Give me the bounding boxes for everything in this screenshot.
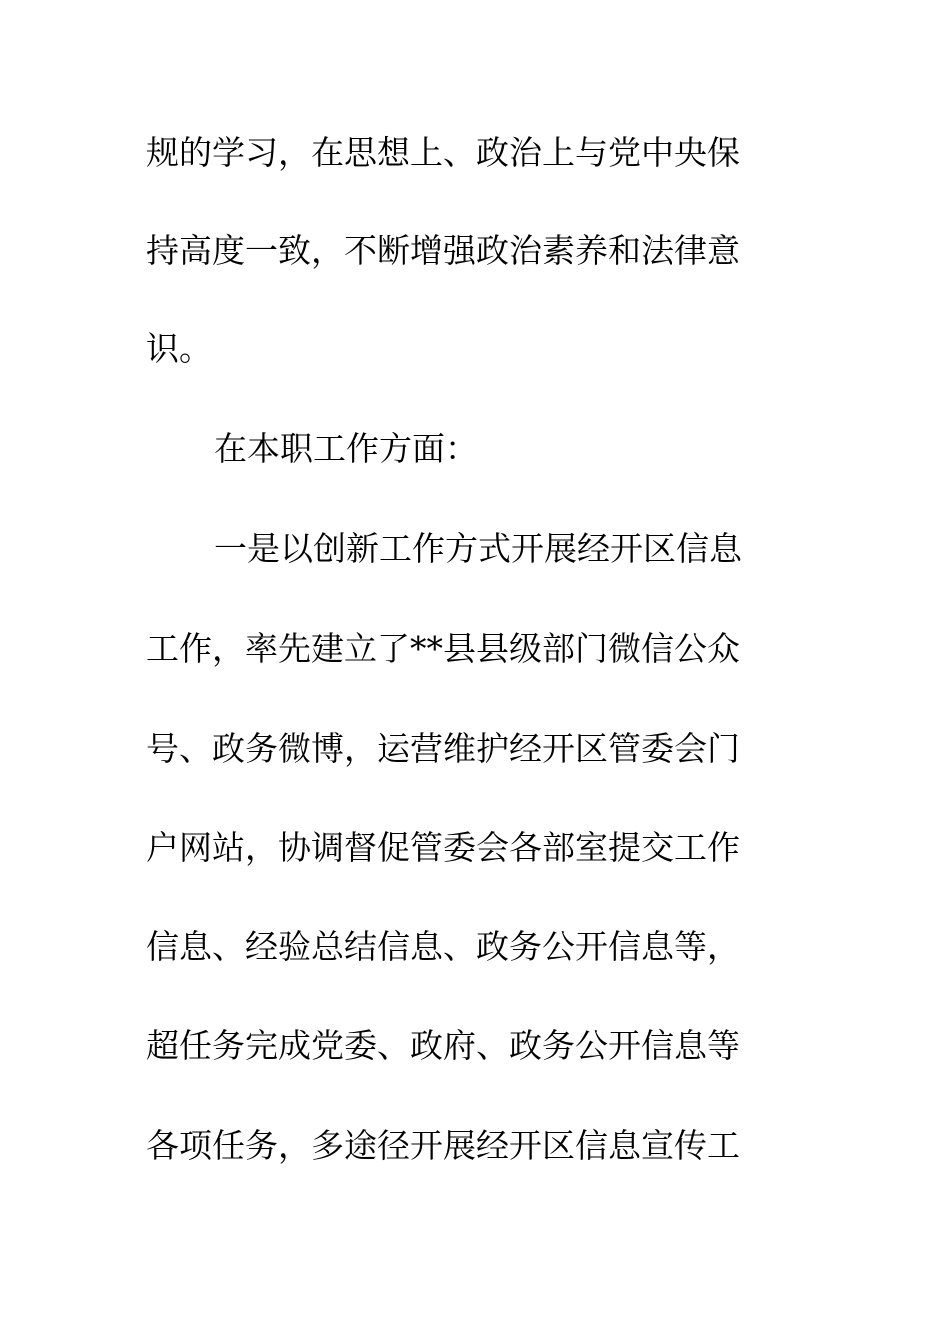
paragraph-start: 一是以创新工作方式开展经开区信息: [214, 529, 742, 568]
text-line-3: 识。: [146, 329, 212, 368]
text-line-10: 超任务完成党委、政府、政务公开信息等: [146, 1026, 740, 1065]
text-line-9: 信息、经验总结信息、政务公开信息等，: [146, 927, 740, 966]
text-line-6: 工作，率先建立了**县县级部门微信公众: [146, 629, 740, 668]
text-line-1: 规的学习，在思想上、政治上与党中央保: [146, 133, 740, 172]
text-line-11: 各项任务，多途径开展经开区信息宣传工: [146, 1126, 740, 1165]
text-line-2: 持高度一致，不断增强政治素养和法律意: [146, 231, 740, 270]
text-line-7: 号、政务微博，运营维护经开区管委会门: [146, 729, 740, 768]
text-line-8: 户网站，协调督促管委会各部室提交工作: [146, 828, 740, 867]
section-heading: 在本职工作方面：: [214, 429, 478, 468]
